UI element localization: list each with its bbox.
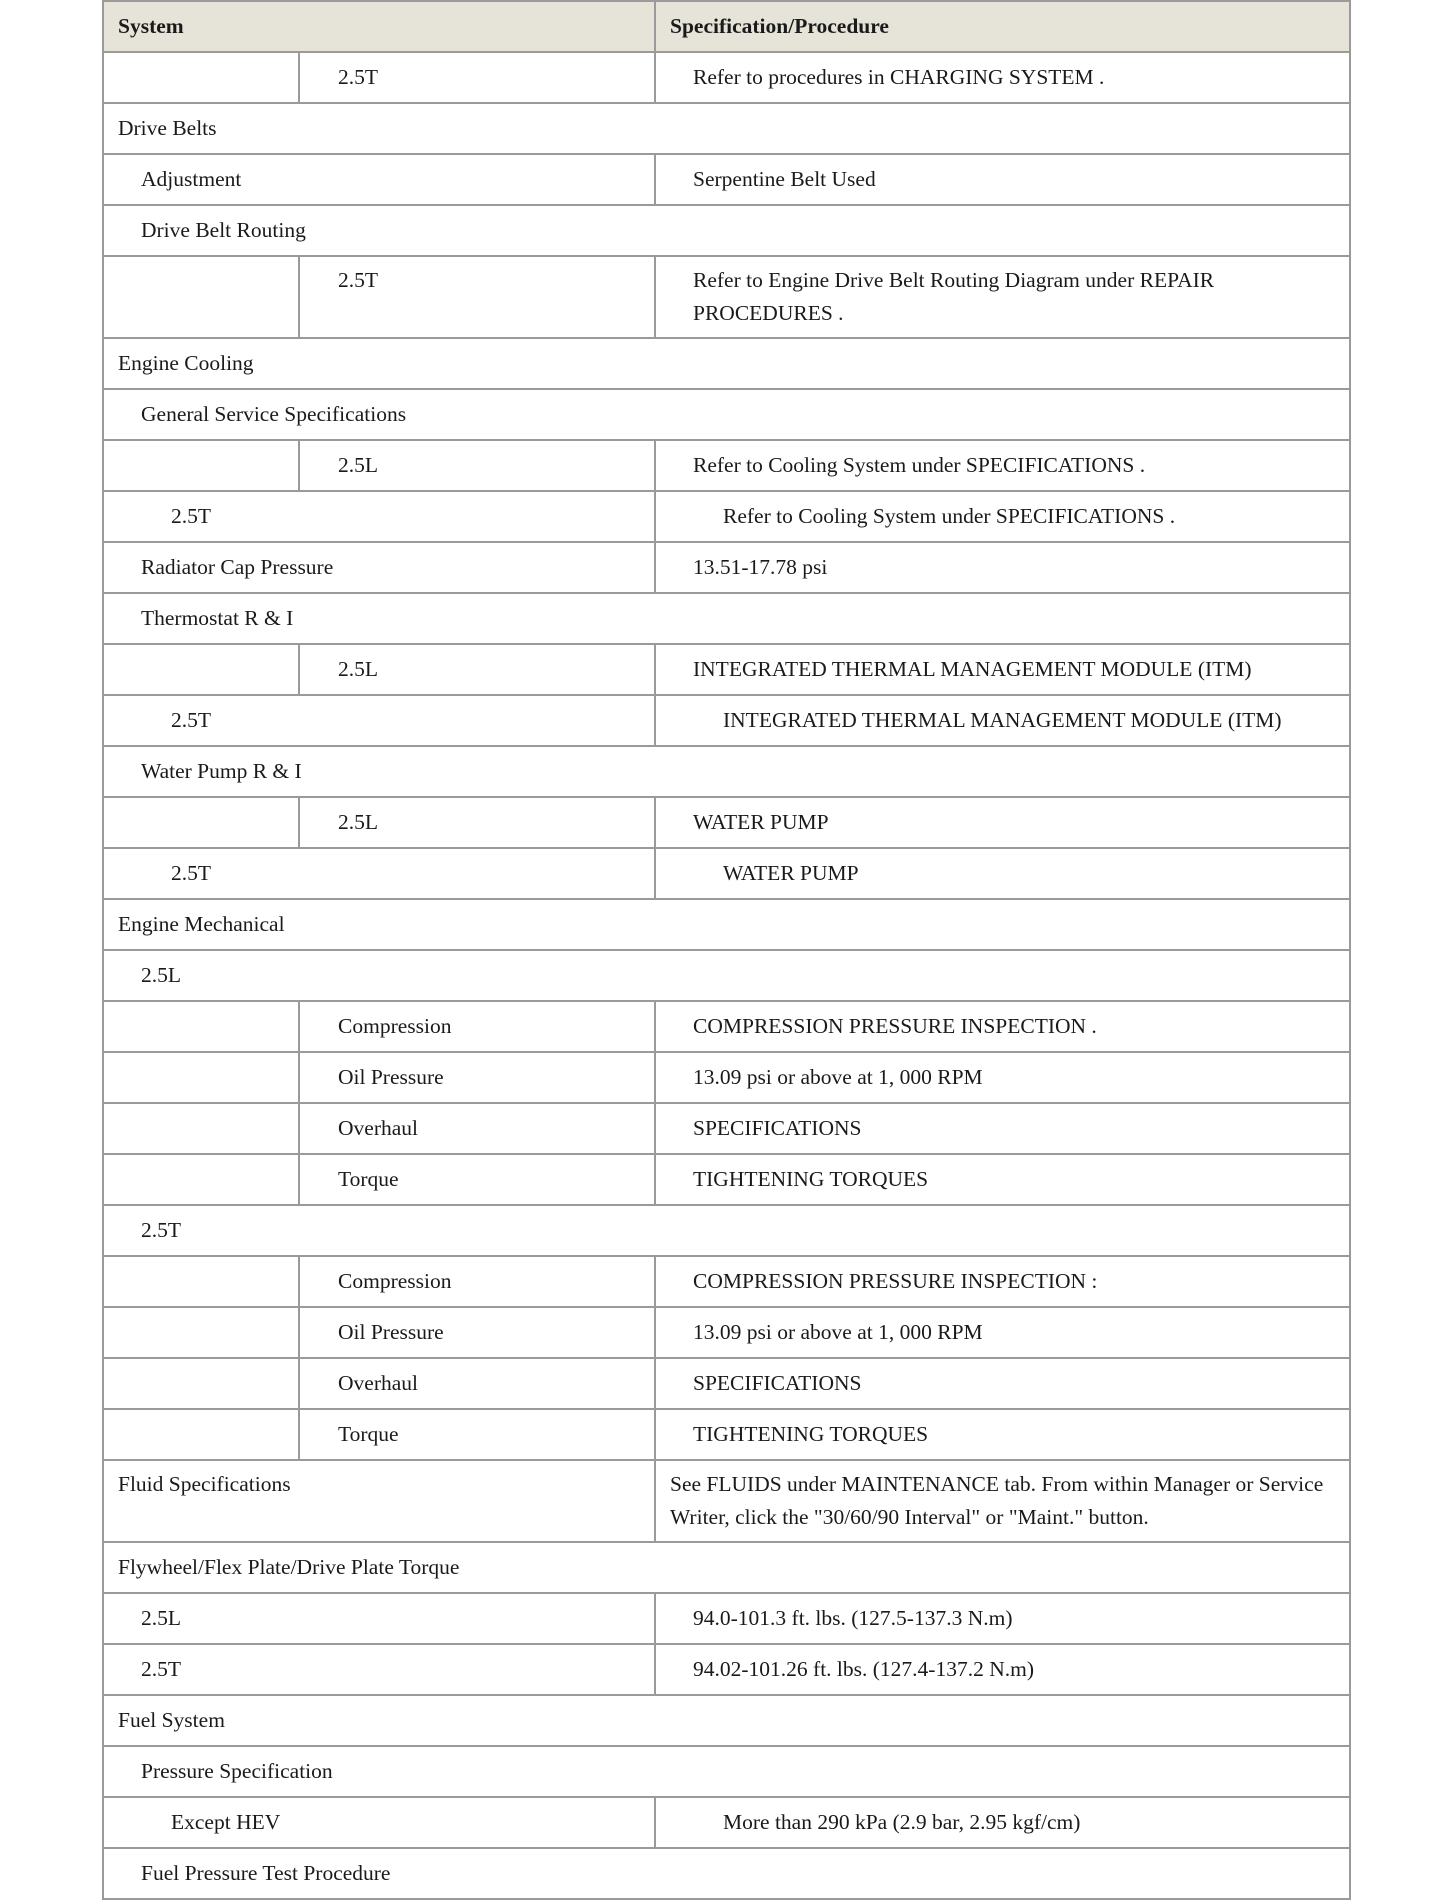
row-spec: SPECIFICATIONS — [655, 1103, 1350, 1154]
subsection-heading: Pressure Specification — [103, 1746, 1350, 1797]
row-label: 2.5T — [103, 1644, 655, 1695]
empty-cell — [103, 644, 299, 695]
empty-cell — [103, 256, 299, 338]
empty-cell — [103, 1409, 299, 1460]
row-spec: 13.09 psi or above at 1, 000 RPM — [655, 1307, 1350, 1358]
row-spec: COMPRESSION PRESSURE INSPECTION . — [655, 1001, 1350, 1052]
row-spec: WATER PUMP — [655, 797, 1350, 848]
row-spec: 13.51-17.78 psi — [655, 542, 1350, 593]
table-row — [103, 1542, 1350, 1593]
row-spec: TIGHTENING TORQUES — [655, 1409, 1350, 1460]
subsection-heading: Thermostat R & I — [103, 593, 1350, 644]
row-label: 2.5T — [103, 491, 655, 542]
section-heading: Drive Belts — [103, 103, 1350, 154]
empty-cell — [103, 1001, 299, 1052]
empty-cell — [103, 1103, 299, 1154]
empty-cell — [103, 52, 299, 103]
table-row — [103, 1154, 1350, 1205]
row-spec: 94.0-101.3 ft. lbs. (127.5-137.3 N.m) — [655, 1593, 1350, 1644]
row-label: Except HEV — [103, 1797, 655, 1848]
table-row — [103, 848, 1350, 899]
row-label: 2.5T — [299, 52, 655, 103]
table-row — [103, 205, 1350, 256]
table-row — [103, 103, 1350, 154]
row-spec: 13.09 psi or above at 1, 000 RPM — [655, 1052, 1350, 1103]
row-label: Radiator Cap Pressure — [103, 542, 655, 593]
table-row — [103, 593, 1350, 644]
row-spec: See FLUIDS under MAINTENANCE tab. From within Manager or Service Writer, click the "30/60/90 Interval" or "Maint." button. — [655, 1460, 1350, 1542]
table-row — [103, 746, 1350, 797]
row-spec: INTEGRATED THERMAL MANAGEMENT MODULE (ITM) — [655, 695, 1350, 746]
table-row — [103, 797, 1350, 848]
row-spec: Serpentine Belt Used — [655, 154, 1350, 205]
subsection-heading: 2.5T — [103, 1205, 1350, 1256]
row-label: Compression — [299, 1256, 655, 1307]
row-label: 2.5L — [299, 440, 655, 491]
table-row — [103, 52, 1350, 103]
row-spec: TIGHTENING TORQUES — [655, 1154, 1350, 1205]
section-heading: Fuel System — [103, 1695, 1350, 1746]
table-row — [103, 1746, 1350, 1797]
table-row — [103, 1307, 1350, 1358]
row-spec: Refer to Cooling System under SPECIFICATIONS . — [655, 491, 1350, 542]
table-row — [103, 899, 1350, 950]
row-label: 2.5L — [103, 1593, 655, 1644]
table-row — [103, 644, 1350, 695]
row-label: Overhaul — [299, 1103, 655, 1154]
section-heading: Engine Mechanical — [103, 899, 1350, 950]
row-label: Compression — [299, 1001, 655, 1052]
row-spec: Refer to Engine Drive Belt Routing Diagram under REPAIR PROCEDURES . — [655, 256, 1350, 338]
table-row — [103, 1205, 1350, 1256]
row-spec: INTEGRATED THERMAL MANAGEMENT MODULE (ITM) — [655, 644, 1350, 695]
row-spec: Refer to Cooling System under SPECIFICATIONS . — [655, 440, 1350, 491]
subsection-heading: General Service Specifications — [103, 389, 1350, 440]
subsection-heading: Water Pump R & I — [103, 746, 1350, 797]
table-row — [103, 950, 1350, 1001]
row-spec: COMPRESSION PRESSURE INSPECTION : — [655, 1256, 1350, 1307]
table-row — [103, 389, 1350, 440]
row-label: Fluid Specifications — [103, 1460, 655, 1542]
table-row — [103, 1593, 1350, 1644]
section-heading: Flywheel/Flex Plate/Drive Plate Torque — [103, 1542, 1350, 1593]
empty-cell — [103, 1154, 299, 1205]
table-row — [103, 1797, 1350, 1848]
row-label: Oil Pressure — [299, 1307, 655, 1358]
empty-cell — [103, 1052, 299, 1103]
table-row — [103, 1001, 1350, 1052]
table-row — [103, 1695, 1350, 1746]
table-row — [103, 1052, 1350, 1103]
empty-cell — [103, 1256, 299, 1307]
subsection-heading: Drive Belt Routing — [103, 205, 1350, 256]
row-label: Torque — [299, 1409, 655, 1460]
row-label: Oil Pressure — [299, 1052, 655, 1103]
row-label: Adjustment — [103, 154, 655, 205]
header-system: System — [103, 1, 655, 52]
table-row — [103, 491, 1350, 542]
table-header-row — [103, 1, 1350, 52]
table-row — [103, 695, 1350, 746]
table-row — [103, 1848, 1350, 1899]
table-row — [103, 338, 1350, 389]
row-label: Torque — [299, 1154, 655, 1205]
table-row — [103, 1409, 1350, 1460]
table-row — [103, 1358, 1350, 1409]
table-row — [103, 1460, 1350, 1542]
table-row — [103, 256, 1350, 338]
row-label: 2.5T — [103, 695, 655, 746]
row-spec: 94.02-101.26 ft. lbs. (127.4-137.2 N.m) — [655, 1644, 1350, 1695]
table-row — [103, 542, 1350, 593]
empty-cell — [103, 440, 299, 491]
section-heading: Engine Cooling — [103, 338, 1350, 389]
row-label: 2.5L — [299, 644, 655, 695]
row-label: 2.5T — [103, 848, 655, 899]
table-row — [103, 1103, 1350, 1154]
empty-cell — [103, 1307, 299, 1358]
table-row — [103, 1644, 1350, 1695]
table-row — [103, 440, 1350, 491]
row-spec: Refer to procedures in CHARGING SYSTEM . — [655, 52, 1350, 103]
row-spec: WATER PUMP — [655, 848, 1350, 899]
row-spec: More than 290 kPa (2.9 bar, 2.95 kgf/cm) — [655, 1797, 1350, 1848]
subsection-heading: 2.5L — [103, 950, 1350, 1001]
row-label: 2.5T — [299, 256, 655, 338]
header-spec: Specification/Procedure — [655, 1, 1350, 52]
empty-cell — [103, 1358, 299, 1409]
subsection-heading: Fuel Pressure Test Procedure — [103, 1848, 1350, 1899]
table-row — [103, 1256, 1350, 1307]
row-label: Overhaul — [299, 1358, 655, 1409]
table-row — [103, 154, 1350, 205]
row-spec: SPECIFICATIONS — [655, 1358, 1350, 1409]
row-label: 2.5L — [299, 797, 655, 848]
empty-cell — [103, 797, 299, 848]
specification-table — [102, 0, 1351, 1900]
